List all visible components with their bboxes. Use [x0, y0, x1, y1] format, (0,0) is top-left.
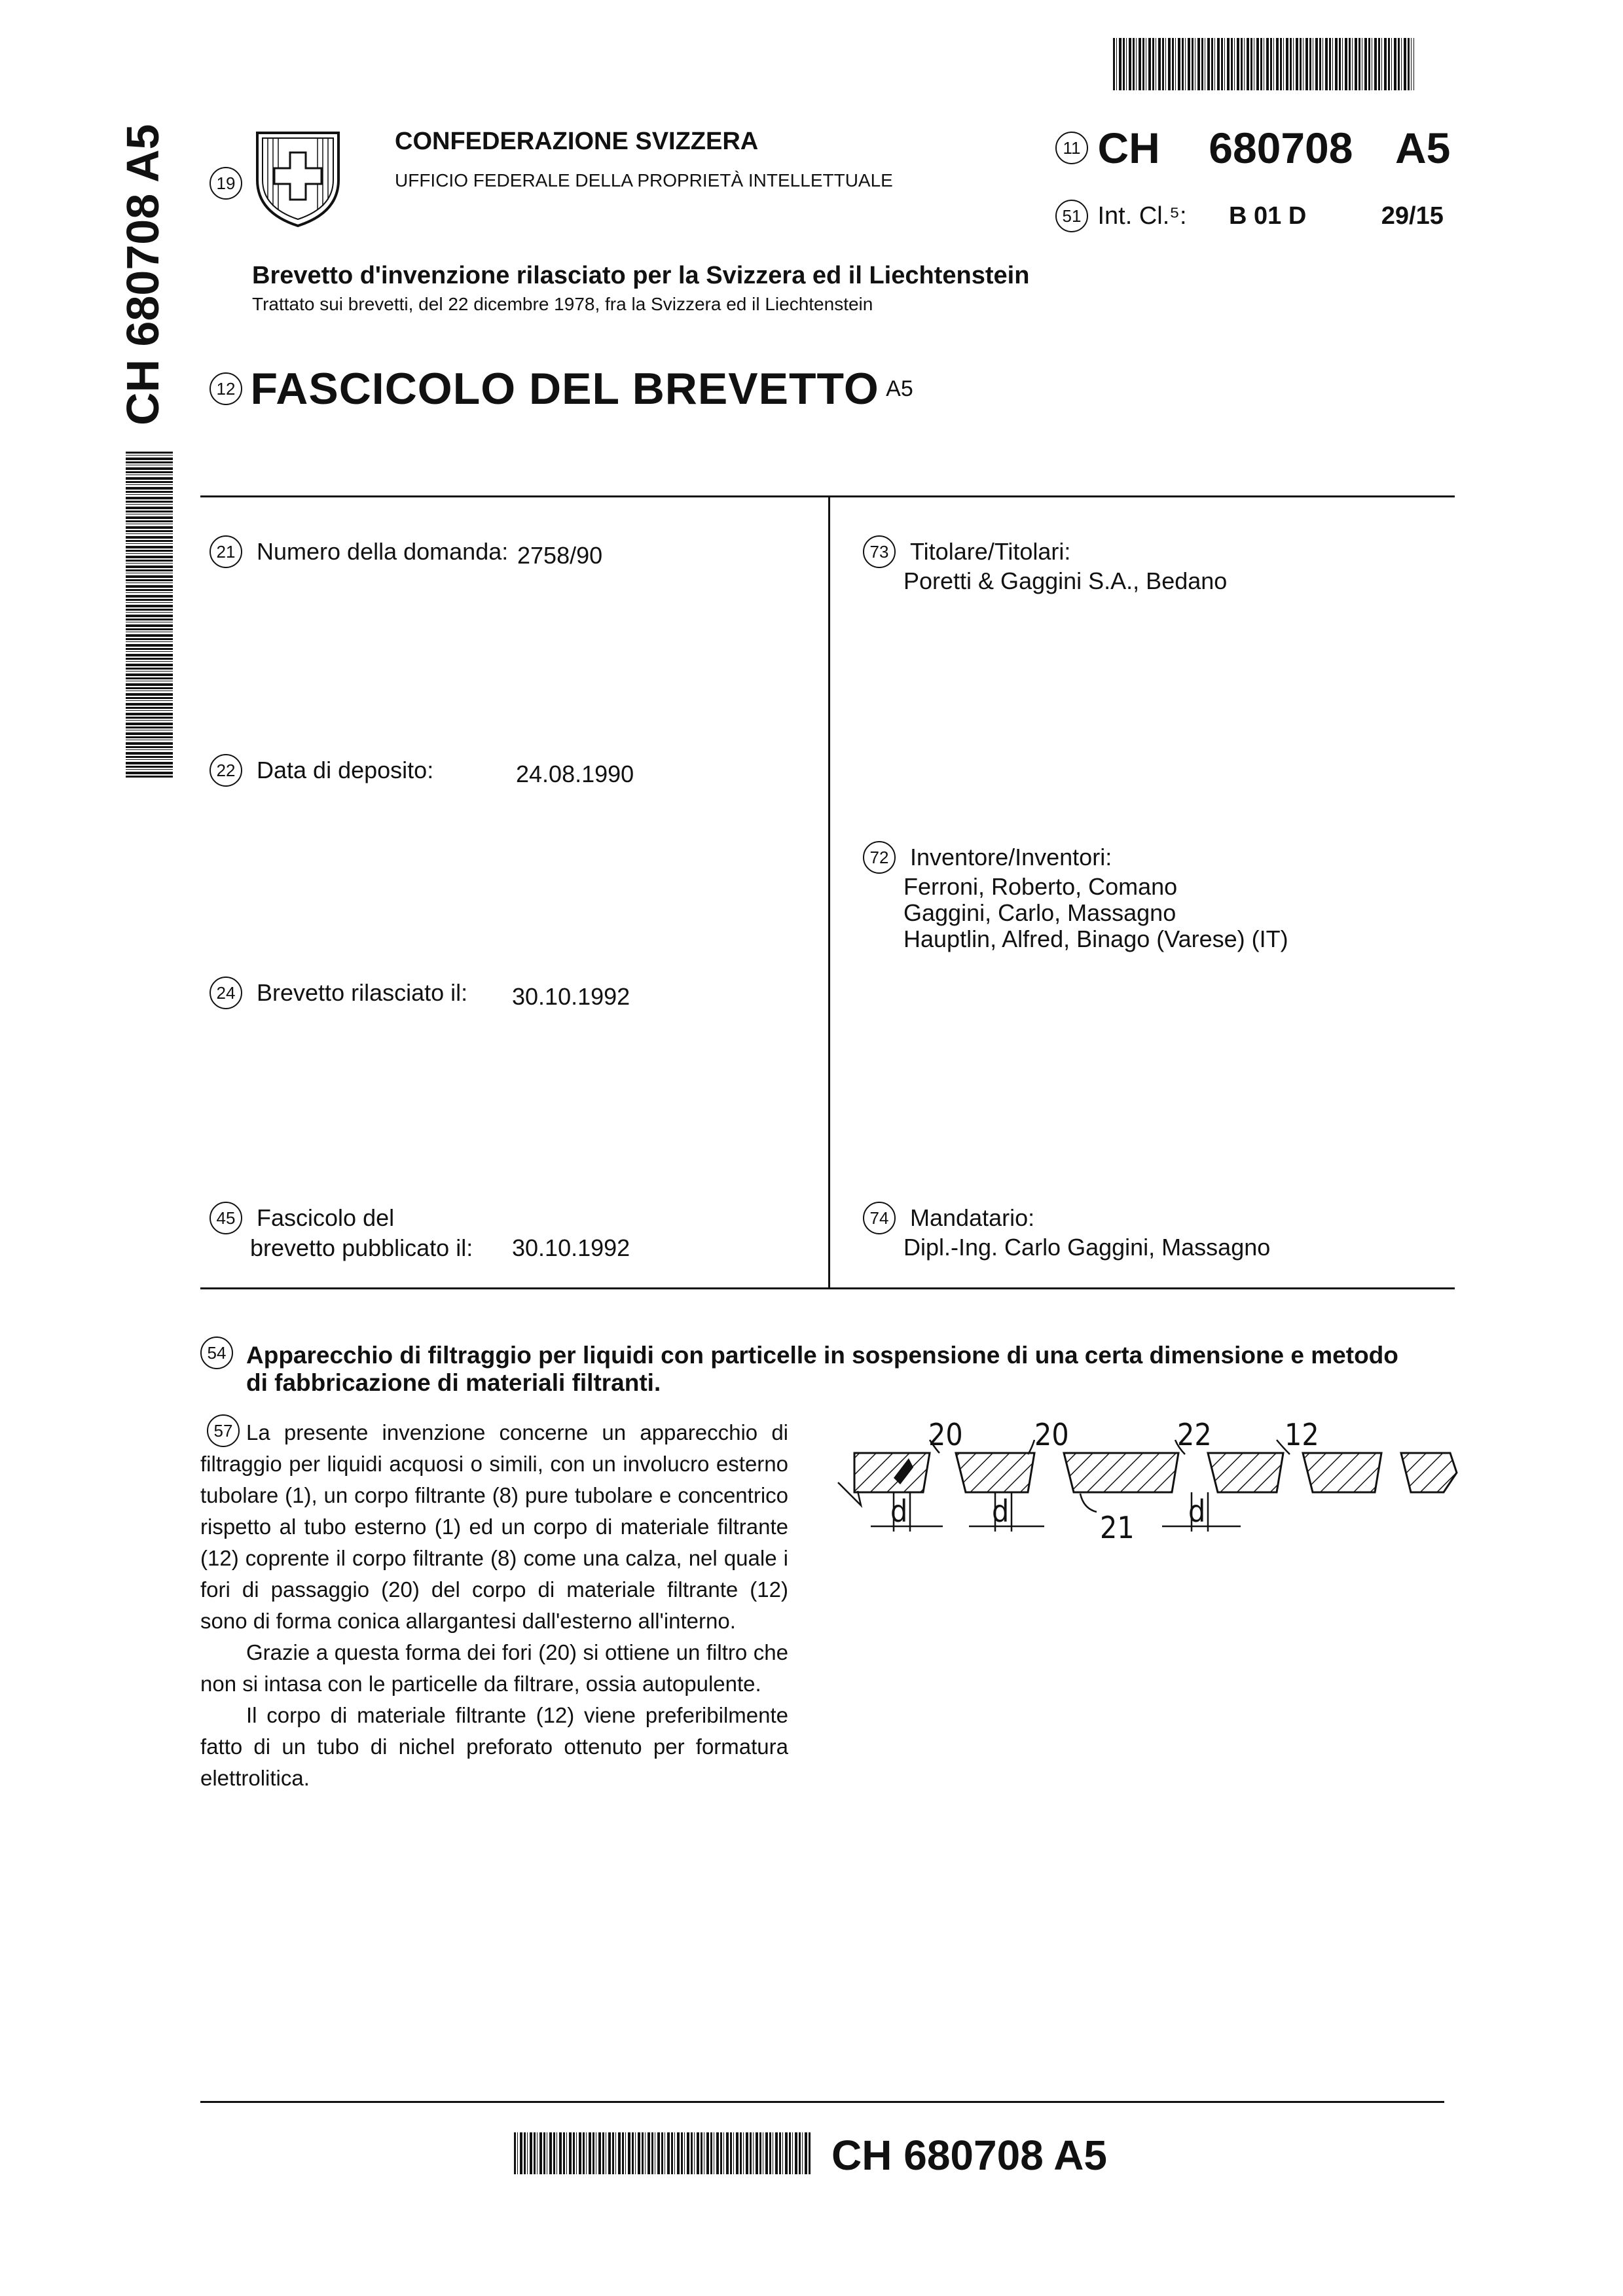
- invention-title: [200, 1342, 1457, 1397]
- field-value: 2758/90: [517, 542, 603, 569]
- barcode-top: [1113, 38, 1414, 90]
- field-application-number: [210, 535, 603, 569]
- barcode-footer: [514, 2132, 812, 2174]
- emblem-code-circle: 19: [210, 167, 242, 200]
- ipc-classification: [1055, 200, 1444, 232]
- field-label: Inventore/Inventori:: [910, 844, 1112, 870]
- field-code-circle: 21: [210, 535, 242, 568]
- field-label-line-1: Fascicolo del: [257, 1204, 395, 1231]
- ipc-group: 29/15: [1381, 202, 1444, 230]
- fig-label: d: [890, 1494, 908, 1529]
- invention-title-line-1: Apparecchio di filtraggio per liquidi con particelle in sospensione di una certa dimensione e metodo: [246, 1342, 1398, 1369]
- office-subtitle: UFFICIO FEDERALE DELLA PROPRIETÀ INTELLETTUALE: [395, 170, 893, 190]
- filter-segment: [1401, 1453, 1457, 1492]
- table-top-rule: [200, 495, 1455, 497]
- grant-line-1: Brevetto d'invenzione rilasciato per la Svizzera ed il Liechtenstein: [252, 262, 1030, 289]
- publication-number: [1055, 123, 1450, 173]
- filter-segment: [1064, 1453, 1178, 1492]
- grant-line-2: Trattato sui brevetti, del 22 dicembre 1978, fra la Svizzera ed il Liechtenstein: [252, 294, 873, 314]
- field-filing-date: [210, 754, 634, 787]
- field-code-circle: 45: [210, 1202, 242, 1234]
- inventor-line: Ferroni, Roberto, Comano: [903, 873, 1178, 900]
- pub-code-circle: 11: [1055, 132, 1088, 164]
- field-code-circle: 73: [863, 535, 896, 568]
- fig-label: 20: [1034, 1417, 1069, 1452]
- field-label: Titolare/Titolari:: [910, 538, 1071, 565]
- ipc-code-circle: 51: [1055, 200, 1088, 232]
- leader-21: [1080, 1494, 1097, 1512]
- fig-label: 12: [1285, 1417, 1319, 1452]
- field-publication-date: [210, 1202, 630, 1261]
- doc-title-code-circle: 12: [210, 372, 242, 405]
- ipc-label: Int. Cl.⁵:: [1097, 202, 1187, 230]
- field-value: 30.10.1992: [512, 983, 630, 1010]
- field-agent: [863, 1202, 1270, 1261]
- field-label: Data di deposito:: [257, 757, 434, 783]
- field-code-circle: 24: [210, 977, 242, 1009]
- filter-segment: [1208, 1453, 1283, 1492]
- doc-title-text: FASCICOLO DEL BREVETTO: [250, 364, 879, 414]
- footer-rule: [200, 2101, 1444, 2103]
- field-grant-date: [210, 977, 630, 1010]
- field-label: Brevetto rilasciato il:: [257, 979, 468, 1006]
- abstract-paragraph: La presente invenzione concerne un apparecchio di filtraggio per liquidi acquosi o simili, con un involucro esterno tubolare (1), un corpo filtrante (8) pure tubolare e concentrico rispetto al tubo esterno (1) ed un corpo di materiale filtrante (12) coprente il corpo filtrante (8) come una calza, nel quale i fori di passaggio (20) del corpo di materiale filtrante (12) sono di forma conica allargantesi dall'esterno all'interno.: [200, 1420, 788, 1633]
- abstract-paragraph: Grazie a questa forma dei fori (20) si ottiene un filtro che non si intasa con le particelle da filtrare, ossia autopulente.: [200, 1640, 788, 1696]
- office-title: CONFEDERAZIONE SVIZZERA: [395, 128, 759, 155]
- field-value: 30.10.1992: [512, 1234, 630, 1261]
- spine-number: [117, 59, 169, 425]
- invention-title-line-2: di fabbricazione di materiali filtranti.: [246, 1369, 661, 1396]
- abstract-paragraph: Il corpo di materiale filtrante (12) viene preferibilmente fatto di un tubo di nichel preforato ottenuto per formatura elettrolitica.: [200, 1703, 788, 1790]
- field-inventors: [863, 841, 1288, 952]
- holder-line: Poretti & Gaggini S.A., Bedano: [903, 567, 1228, 594]
- filter-segment: [956, 1453, 1034, 1492]
- filter-cross-section-figure: [831, 1414, 1460, 1571]
- field-label: Mandatario:: [910, 1204, 1035, 1231]
- pub-country: CH: [1097, 124, 1160, 172]
- field-code-circle: 74: [863, 1202, 896, 1234]
- filter-segment: [1303, 1453, 1381, 1492]
- fig-label: d: [992, 1494, 1010, 1529]
- title-code-circle: 54: [200, 1336, 233, 1369]
- doc-title-kind: A5: [886, 376, 913, 401]
- inventor-line: Hauptlin, Alfred, Binago (Varese) (IT): [903, 925, 1288, 952]
- agent-line: Dipl.-Ing. Carlo Gaggini, Massagno: [903, 1234, 1271, 1261]
- abstract: [200, 1417, 788, 1794]
- emblem-code: [210, 167, 242, 200]
- field-label-line-2: brevetto pubblicato il:: [250, 1234, 473, 1261]
- document-title: [210, 363, 913, 414]
- field-label: Numero della domanda:: [257, 538, 509, 565]
- ipc-class: B 01 D: [1229, 202, 1307, 230]
- table-bottom-rule: [200, 1287, 1455, 1289]
- footer-publication-number: CH 680708 A5: [831, 2132, 1107, 2179]
- field-holder: [863, 535, 1227, 594]
- filter-segment: [854, 1453, 930, 1492]
- field-value: 24.08.1990: [516, 761, 634, 787]
- pub-kind: A5: [1395, 124, 1451, 172]
- field-code-circle: 22: [210, 754, 242, 787]
- barcode-spine: [126, 452, 173, 779]
- spine-text: CH 680708 A5: [117, 124, 168, 425]
- pub-number: 680708: [1209, 124, 1353, 172]
- abstract-code-circle: 57: [207, 1414, 240, 1447]
- fig-label: 21: [1100, 1510, 1135, 1545]
- fig-label: d: [1188, 1494, 1206, 1529]
- inventor-line: Gaggini, Carlo, Massagno: [903, 899, 1176, 926]
- field-code-circle: 72: [863, 841, 896, 874]
- fig-label: 22: [1177, 1417, 1212, 1452]
- fig-label: 20: [928, 1417, 963, 1452]
- swiss-shield-icon: [252, 128, 344, 229]
- table-divider: [828, 495, 830, 1289]
